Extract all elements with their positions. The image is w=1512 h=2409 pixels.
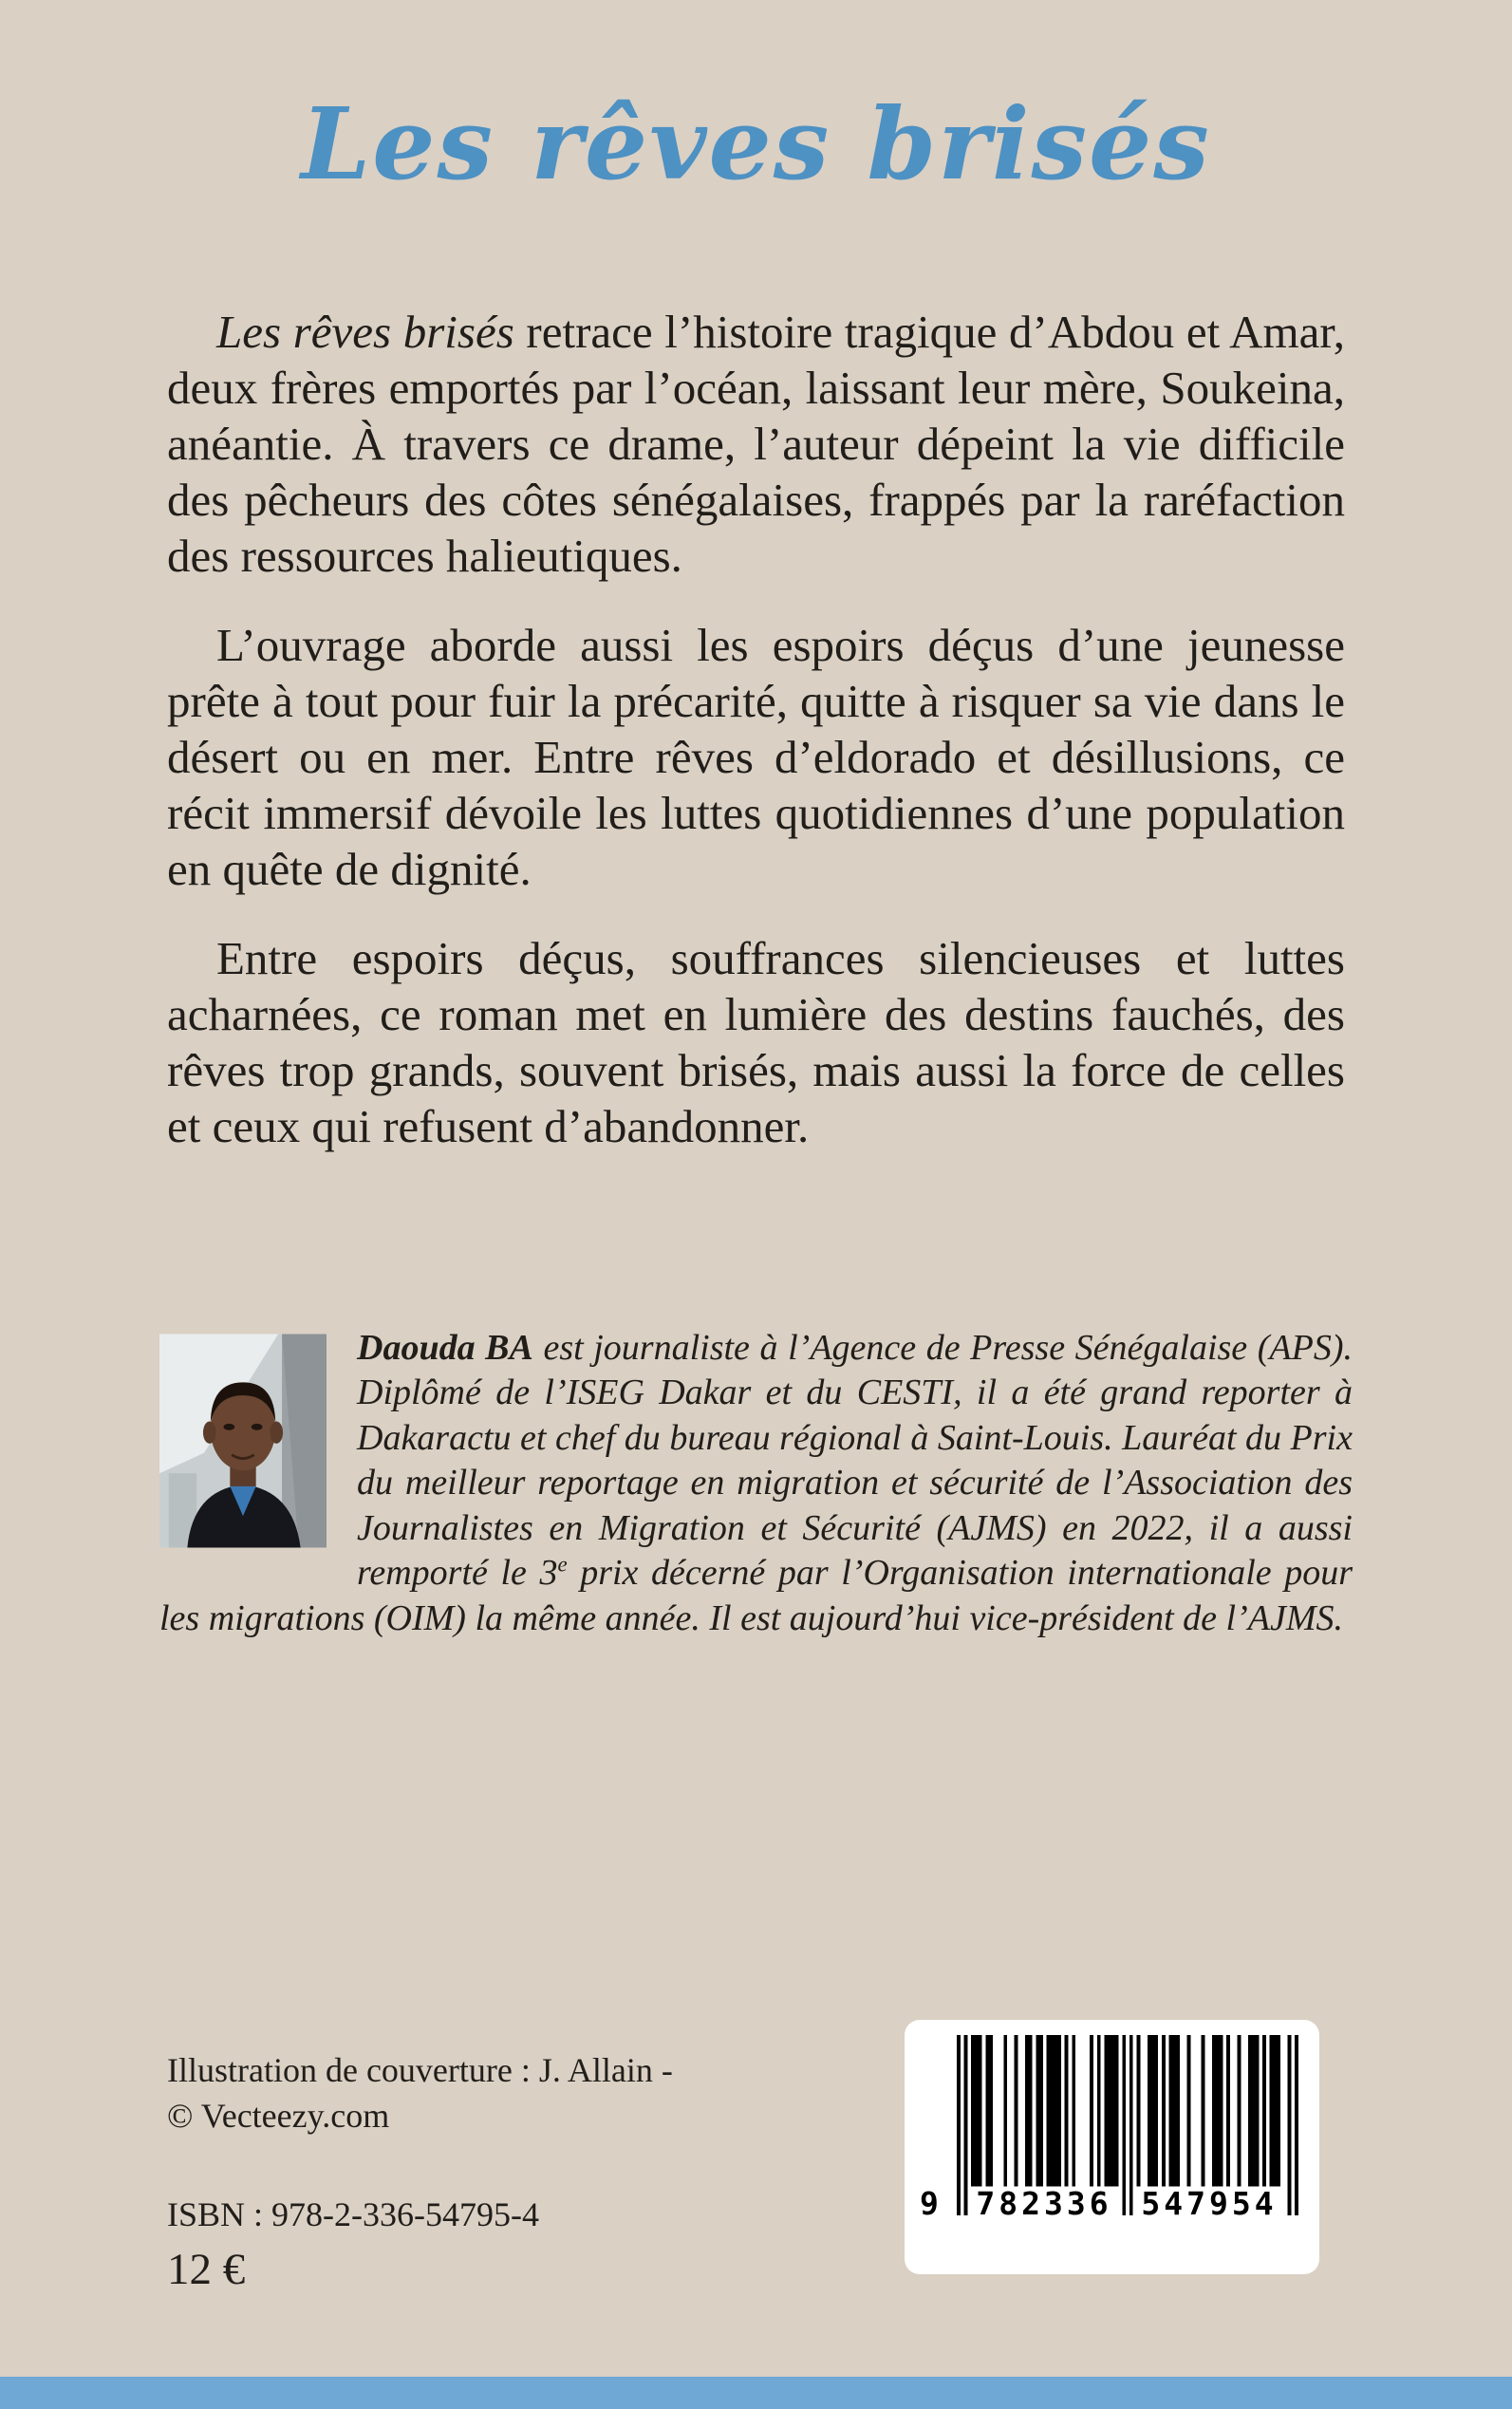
author-bio	[159, 1326, 1353, 1642]
illustration-credit-line-2: © Vecteezy.com	[167, 2096, 390, 2135]
cover-credits	[167, 2048, 673, 2138]
synopsis-paragraph-3: Entre espoirs déçus, souffrances silencieuses et luttes acharnées, ce roman met en lumière des destins fauchés, des rêves trop grands, souvent brisés, mais aussi la force de celles et ceux qui refusent d’abandonner.	[167, 932, 1345, 1152]
bottom-accent-strip	[0, 2377, 1512, 2409]
barcode-panel	[905, 2020, 1319, 2274]
barcode-group-right: 547954	[1141, 2185, 1278, 2222]
synopsis-title-mention: Les rêves brisés	[216, 306, 514, 359]
synopsis-paragraph-1	[167, 305, 1345, 584]
price: 12 €	[167, 2245, 246, 2294]
author-photo	[159, 1334, 327, 1548]
isbn: ISBN : 978-2-336-54795-4	[167, 2195, 539, 2233]
barcode-group-left: 782336	[976, 2185, 1112, 2222]
author-bio-text-2: prix décerné par l’Organisation internationale pour les migrations (OIM) la même année. Il est aujourd’hui vice-président de l’AJMS.	[159, 1553, 1353, 1638]
synopsis	[167, 305, 1345, 1154]
author-name: Daouda BA	[357, 1327, 533, 1368]
illustration-credit-line-1: Illustration de couverture : J. Allain -	[167, 2051, 673, 2089]
synopsis-paragraph-2: L’ouvrage aborde aussi les espoirs déçus d’une jeunesse prête à tout pour fuir la précarité, quitte à risquer sa vie dans le désert ou en mer. Entre rêves d’eldorado et désillusions, ce récit immersif dévoile les luttes quotidiennes d’une population en quête de dignité.	[167, 619, 1345, 895]
synopsis-paragraph-1-text: retrace l’histoire tragique d’Abdou et Amar, deux frères emportés par l’océan, laissant leur mère, Soukeina, anéantie. À travers ce drame, l’auteur dépeint la vie difficile des pêcheurs des côtes sénégalaises, frappés par la raréfaction des ressources halieutiques.	[167, 306, 1345, 582]
author-bio-superscript: e	[557, 1552, 568, 1577]
author-bio-text-1: est journaliste à l’Agence de Presse Sénégalaise (APS). Diplômé de l’ISEG Dakar et du CESTI, il a été grand reporter à Dakaractu et chef du bureau régional à Saint-Louis. Lauréat du Prix du meilleur reportage en migration et sécurité de l’Association des Journalistes en Migration et Sécurité (AJMS) en 2022, il a aussi remporté le 3	[357, 1327, 1353, 1594]
book-title: Les rêves brisés	[301, 85, 1211, 202]
barcode-digit-left: 9	[920, 2185, 939, 2222]
